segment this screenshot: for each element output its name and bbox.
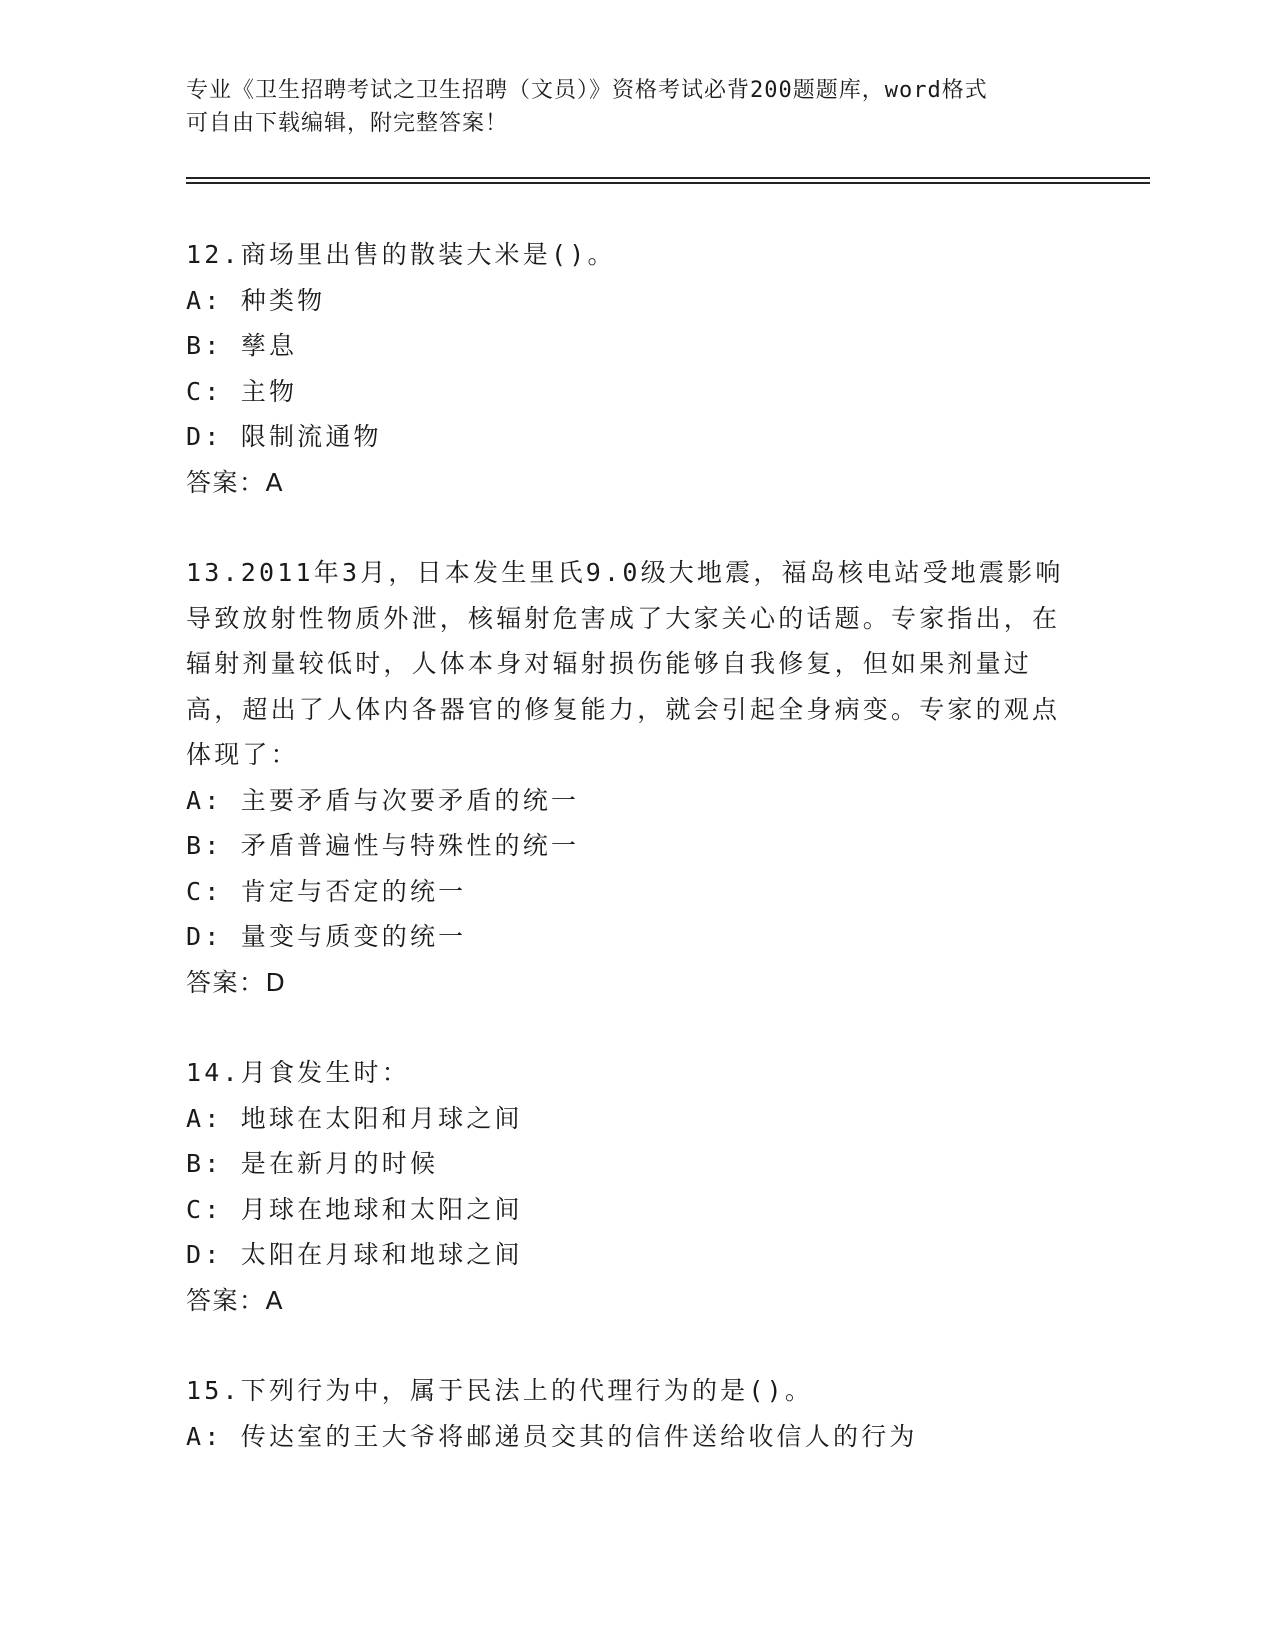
answer: 答案：A	[186, 467, 285, 497]
option-b: B: 矛盾普遍性与特殊性的统一	[186, 831, 580, 860]
question-stem: 15.下列行为中，属于民法上的代理行为的是()。	[186, 1376, 814, 1405]
option-b: B: 是在新月的时候	[186, 1149, 439, 1178]
option-a: A: 地球在太阳和月球之间	[186, 1103, 523, 1133]
question-stem: 14.月食发生时：	[186, 1058, 410, 1087]
question-list	[186, 232, 1086, 1504]
question-12	[186, 232, 1086, 505]
question-stem: 13.2011年3月，日本发生里氏9.0级大地震，福岛核电站受地震影响导致放射性物质外泄，核辐射危害成了大家关心的话题。专家指出，在辐射剂量较低时，人体本身对辐射损伤能够自我修复，但如果剂量过高，超出了人体内各器官的修复能力，就会引起全身病变。专家的观点体现了：	[186, 558, 1064, 769]
header-divider-top	[186, 177, 1150, 179]
option-a: A: 主要矛盾与次要矛盾的统一	[186, 785, 580, 815]
option-a: A: 传达室的王大爷将邮递员交其的信件送给收信人的行为	[186, 1421, 918, 1451]
answer: 答案：A	[186, 1285, 285, 1315]
option-c: C: 主物	[186, 376, 298, 406]
header-line-2: 可自由下载编辑，附完整答案！	[186, 111, 509, 136]
question-14	[186, 1050, 1086, 1323]
question-13	[186, 550, 1086, 1005]
question-stem: 12.商场里出售的散装大米是()。	[186, 240, 616, 269]
option-c: C: 肯定与否定的统一	[186, 876, 467, 906]
document-header	[186, 74, 1066, 140]
option-d: D: 太阳在月球和地球之间	[186, 1240, 523, 1269]
option-b: B: 孳息	[186, 331, 298, 360]
option-c: C: 月球在地球和太阳之间	[186, 1194, 523, 1224]
option-d: D: 限制流通物	[186, 422, 382, 451]
question-15	[186, 1368, 1086, 1459]
header-divider-bottom	[186, 182, 1150, 184]
option-a: A: 种类物	[186, 285, 326, 315]
option-d: D: 量变与质变的统一	[186, 922, 467, 951]
answer: 答案：D	[186, 967, 287, 997]
header-line-1: 专业《卫生招聘考试之卫生招聘（文员）》资格考试必背200题题库，word格式	[186, 78, 988, 103]
